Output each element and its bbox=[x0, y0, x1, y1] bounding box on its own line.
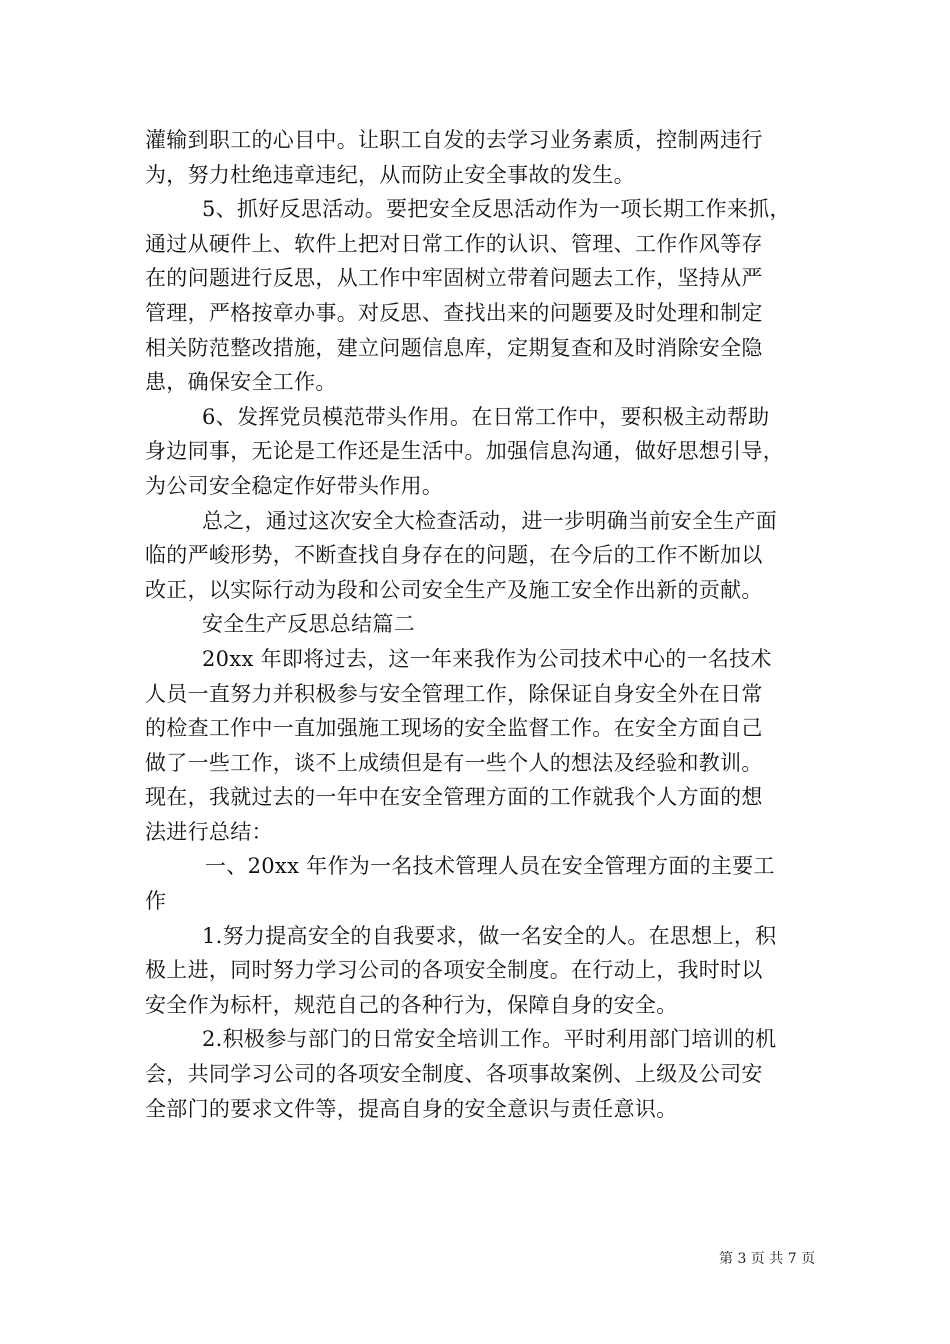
document-body bbox=[145, 123, 805, 1126]
paragraph-start: 总之，通过这次安全大检查活动，进一步明确当前安全生产面 bbox=[202, 508, 778, 533]
text-line: 现在，我就过去的一年中在安全管理方面的工作就我个人方面的想 bbox=[145, 785, 763, 810]
text-line: 法进行总结： bbox=[145, 819, 273, 844]
text-line: 相关防范整改措施，建立问题信息库，定期复查和及时消除安全隐 bbox=[145, 335, 763, 360]
paragraph-start: 1.努力提高安全的自我要求，做一名安全的人。在思想上，积 bbox=[202, 923, 777, 948]
text-line: 改正，以实际行动为段和公司安全生产及施工安全作出新的贡献。 bbox=[145, 577, 763, 602]
subsection-heading: 一、20xx 年作为一名技术管理人员在安全管理方面的主要工 bbox=[205, 854, 775, 879]
paragraph-start: 6、发挥党员模范带头作用。在日常工作中，要积极主动帮助 bbox=[202, 404, 770, 429]
text-line: 身边同事，无论是工作还是生活中。加强信息沟通，做好思想引导， bbox=[145, 439, 784, 464]
text-line: 临的严峻形势，不断查找自身存在的问题，在今后的工作不断加以 bbox=[145, 543, 763, 568]
page-number: 第 3 页 共 7 页 bbox=[719, 1251, 816, 1267]
text-line: 的检查工作中一直加强施工现场的安全监督工作。在安全方面自己 bbox=[145, 716, 763, 741]
text-line: 安全作为标杆，规范自己的各种行为，保障自身的安全。 bbox=[145, 992, 678, 1017]
text-line: 为公司安全稳定作好带头作用。 bbox=[145, 473, 444, 498]
text-line: 为，努力杜绝违章违纪，从而防止安全事故的发生。 bbox=[145, 162, 635, 187]
text-line: 做了一些工作，谈不上成绩但是有一些个人的想法及经验和教训。 bbox=[145, 750, 763, 775]
text-line: 极上进，同时努力学习公司的各项安全制度。在行动上，我时时以 bbox=[145, 958, 763, 983]
text-line: 患，确保安全工作。 bbox=[145, 370, 337, 395]
paragraph-start: 20xx 年即将过去，这一年来我作为公司技术中心的一名技术 bbox=[202, 646, 772, 671]
paragraph-start: 5、抓好反思活动。要把安全反思活动作为一项长期工作来抓， bbox=[202, 197, 791, 222]
text-line: 在的问题进行反思，从工作中牢固树立带着问题去工作，坚持从严 bbox=[145, 266, 763, 291]
text-line: 灌输到职工的心目中。让职工自发的去学习业务素质，控制两违行 bbox=[145, 128, 763, 152]
text-line: 全部门的要求文件等，提高自身的安全意识与责任意识。 bbox=[145, 1096, 678, 1121]
text-line: 管理，严格按章办事。对反思、查找出来的问题要及时处理和制定 bbox=[145, 300, 763, 325]
section-heading: 安全生产反思总结篇二 bbox=[202, 612, 415, 637]
text-line: 人员一直努力并积极参与安全管理工作，除保证自身安全外在日常 bbox=[145, 681, 763, 706]
paragraph-start: 2.积极参与部门的日常安全培训工作。平时利用部门培训的机 bbox=[202, 1027, 777, 1052]
text-line: 作 bbox=[145, 889, 167, 914]
text-line: 通过从硬件上、软件上把对日常工作的认识、管理、工作作风等存 bbox=[145, 231, 763, 256]
text-line: 会，共同学习公司的各项安全制度、各项事故案例、上级及公司安 bbox=[145, 1062, 763, 1087]
